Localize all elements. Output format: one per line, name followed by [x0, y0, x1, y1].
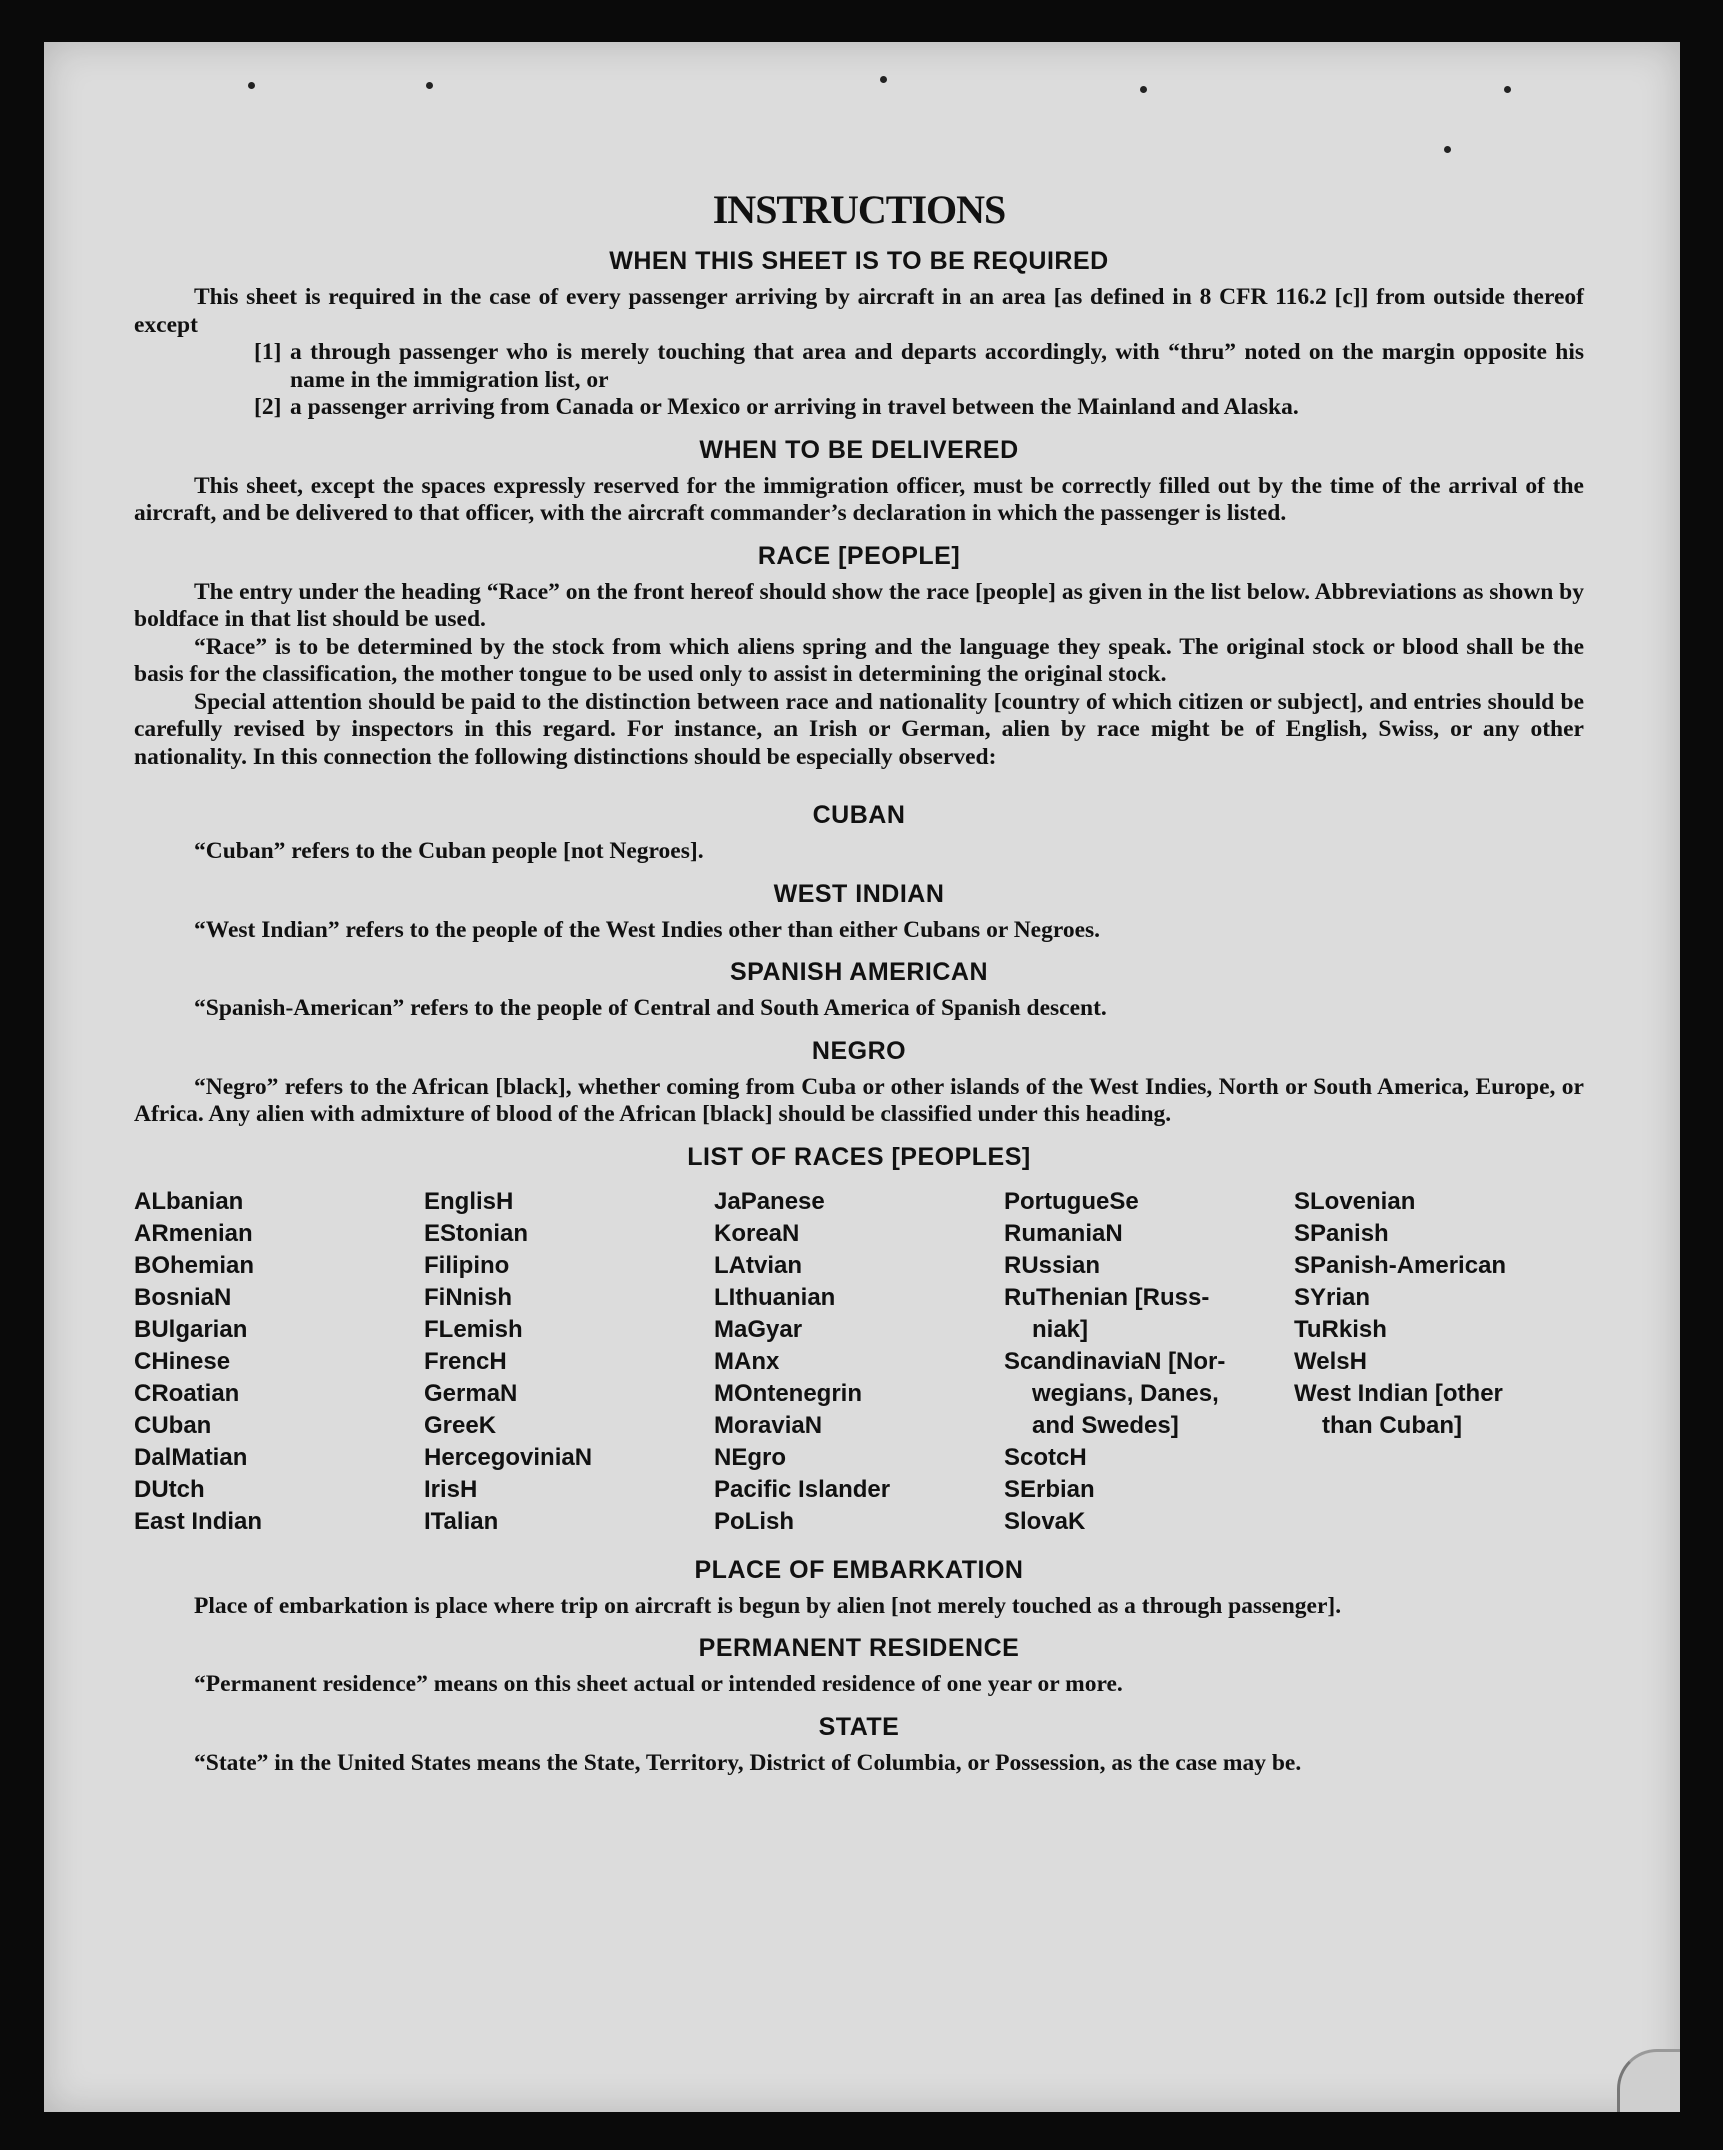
- race-entry: than Cuban]: [1322, 1411, 1462, 1439]
- when-required-intro: This sheet is required in the case of every passenger arriving by aircraft in an area [as defined in 8 CFR 116.2 [c]] from outside thereof except: [134, 284, 1584, 338]
- section-heading-race: RACE [PEOPLE]: [757, 541, 961, 570]
- section-heading-state: STATE: [818, 1712, 900, 1741]
- race-entry: LIthuanian: [714, 1283, 836, 1311]
- races-table: [134, 1186, 1584, 1538]
- race-entry: and Swedes]: [1032, 1411, 1179, 1439]
- race-entry: WelsH: [1294, 1347, 1367, 1375]
- race-entry: BOhemian: [134, 1251, 255, 1279]
- race-entry: EStonian: [424, 1219, 529, 1247]
- race-entry: MAnx: [714, 1347, 780, 1375]
- race-entry: SErbian: [1004, 1475, 1095, 1503]
- race-entry: EnglisH: [424, 1187, 514, 1215]
- item-number: [1]: [254, 339, 282, 365]
- race-column: [424, 1186, 714, 1538]
- punch-dot: [248, 82, 255, 89]
- document-body: [134, 142, 1584, 1777]
- negro-text: “Negro” refers to the African [black], whether coming from Cuba or other islands of the West Indies, North or South America, Europe, or Africa. Any alien with admixture of blood of the African [black] should be classified under this heading.: [134, 1073, 1584, 1127]
- race-entry: ScotcH: [1004, 1443, 1087, 1471]
- section-heading-list-of-races: LIST OF RACES [PEOPLES]: [687, 1142, 1031, 1171]
- punch-dot: [1140, 86, 1147, 93]
- punch-dot: [880, 76, 887, 83]
- punch-dot: [1504, 86, 1511, 93]
- race-entry: West Indian [other: [1294, 1379, 1503, 1407]
- race-entry: FrencH: [424, 1347, 507, 1375]
- item-text: a through passenger who is merely touching that area and departs accordingly, with “thru” noted on the margin opposite his name in the immigration list, or: [290, 339, 1584, 393]
- race-entry: ITalian: [424, 1507, 499, 1535]
- race-paragraph: Special attention should be paid to the distinction between race and nationality [country of which citizen or subject], and entries should be carefully revised by inspectors in this regard. For instance, an Irish or German, alien by race might be of English, Swiss, or any other nationality. In this connection the following distinctions should be especially observed:: [134, 688, 1584, 770]
- race-entry: IrisH: [424, 1475, 478, 1503]
- race-entry: FLemish: [424, 1315, 523, 1343]
- race-entry: DUtch: [134, 1475, 205, 1503]
- race-entry: SPanish: [1294, 1219, 1389, 1247]
- race-column: [134, 1186, 424, 1538]
- race-entry: SlovaK: [1004, 1507, 1086, 1535]
- race-entry: JaPanese: [714, 1187, 825, 1215]
- item-number: [2]: [254, 394, 282, 420]
- race-entry: DalMatian: [134, 1443, 248, 1471]
- punch-dot: [426, 82, 433, 89]
- race-entry: GreeK: [424, 1411, 497, 1439]
- race-entry: HercegoviniaN: [424, 1443, 593, 1471]
- race-entry: FiNnish: [424, 1283, 512, 1311]
- race-entry: MOntenegrin: [714, 1379, 862, 1407]
- race-entry: NEgro: [714, 1443, 786, 1471]
- race-column: [1004, 1186, 1294, 1538]
- race-entry: ScandinaviaN [Nor-: [1004, 1347, 1226, 1375]
- item-text: a passenger arriving from Canada or Mexico or arriving in travel between the Mainland and Alaska.: [290, 394, 1299, 420]
- page-curl: [1617, 2049, 1680, 2112]
- cuban-text: “Cuban” refers to the Cuban people [not Negroes].: [194, 838, 704, 864]
- section-heading-west-indian: WEST INDIAN: [773, 879, 945, 908]
- race-entry: LAtvian: [714, 1251, 803, 1279]
- spanish-american-text: “Spanish-American” refers to the people of Central and South America of Spanish descent.: [194, 995, 1107, 1021]
- race-entry: TuRkish: [1294, 1315, 1387, 1343]
- west-indian-text: “West Indian” refers to the people of the West Indies other than either Cubans or Negroes.: [194, 916, 1101, 943]
- race-entry: MoraviaN: [714, 1411, 823, 1439]
- race-entry: BosniaN: [134, 1283, 232, 1311]
- page-title: INSTRUCTIONS: [712, 187, 1006, 232]
- race-entry: East Indian: [134, 1507, 263, 1535]
- race-entry: Filipino: [424, 1251, 510, 1279]
- race-entry: CUban: [134, 1411, 212, 1439]
- race-entry: KoreaN: [714, 1219, 800, 1247]
- exception-item: [134, 394, 1584, 422]
- race-paragraph: The entry under the heading “Race” on the front hereof should show the race [people] as given in the list below. Abbreviations as shown by boldface in that list should be used.: [134, 578, 1584, 632]
- section-heading-residence: PERMANENT RESIDENCE: [698, 1634, 1020, 1662]
- section-heading-cuban: CUBAN: [812, 801, 906, 829]
- document-sheet: [44, 42, 1680, 2112]
- race-entry: PoLish: [714, 1507, 795, 1535]
- race-entry: niak]: [1032, 1315, 1089, 1343]
- race-entry: MaGyar: [714, 1315, 803, 1343]
- race-entry: SYrian: [1294, 1283, 1371, 1311]
- race-paragraph: “Race” is to be determined by the stock from which aliens spring and the language they speak. The original stock or blood shall be the basis for the classification, the mother tongue to be used only to assist in determining the original stock.: [134, 633, 1584, 687]
- race-entry: RUssian: [1004, 1251, 1101, 1279]
- residence-text: “Permanent residence” means on this sheet actual or intended residence of one year or more.: [194, 1671, 1123, 1697]
- race-entry: ALbanian: [134, 1187, 244, 1215]
- race-column: [714, 1186, 1004, 1538]
- embarkation-text: Place of embarkation is place where trip on aircraft is begun by alien [not merely touched as a through passenger].: [194, 1592, 1342, 1619]
- race-entry: ARmenian: [134, 1219, 253, 1247]
- race-entry: RuThenian [Russ-: [1004, 1283, 1210, 1311]
- race-entry: Pacific Islander: [714, 1475, 891, 1503]
- race-entry: SPanish-American: [1294, 1251, 1507, 1279]
- section-heading-embarkation: PLACE OF EMBARKATION: [694, 1555, 1024, 1584]
- race-entry: PortugueSe: [1004, 1187, 1139, 1215]
- race-entry: RumaniaN: [1004, 1219, 1123, 1247]
- race-entry: wegians, Danes,: [1032, 1379, 1219, 1407]
- section-heading-negro: NEGRO: [811, 1036, 907, 1065]
- section-heading-spanish-american: SPANISH AMERICAN: [729, 958, 988, 986]
- section-heading-when-required: WHEN THIS SHEET IS TO BE REQUIRED: [609, 247, 1109, 275]
- when-delivered-text: This sheet, except the spaces expressly reserved for the immigration officer, must be correctly filled out by the time of the arrival of the aircraft, and be delivered to that officer, with the aircraft commander’s declaration in which the passenger is listed.: [134, 472, 1584, 526]
- race-entry: BUlgarian: [134, 1315, 248, 1343]
- race-entry: SLovenian: [1294, 1187, 1416, 1215]
- section-heading-when-delivered: WHEN TO BE DELIVERED: [699, 435, 1019, 464]
- race-entry: CRoatian: [134, 1379, 240, 1407]
- race-entry: GermaN: [424, 1379, 518, 1407]
- race-entry: CHinese: [134, 1347, 231, 1375]
- race-column: [1294, 1186, 1584, 1538]
- state-text: “State” in the United States means the State, Territory, District of Columbia, or Possession, as the case may be.: [194, 1749, 1302, 1776]
- exception-item: [134, 339, 1584, 394]
